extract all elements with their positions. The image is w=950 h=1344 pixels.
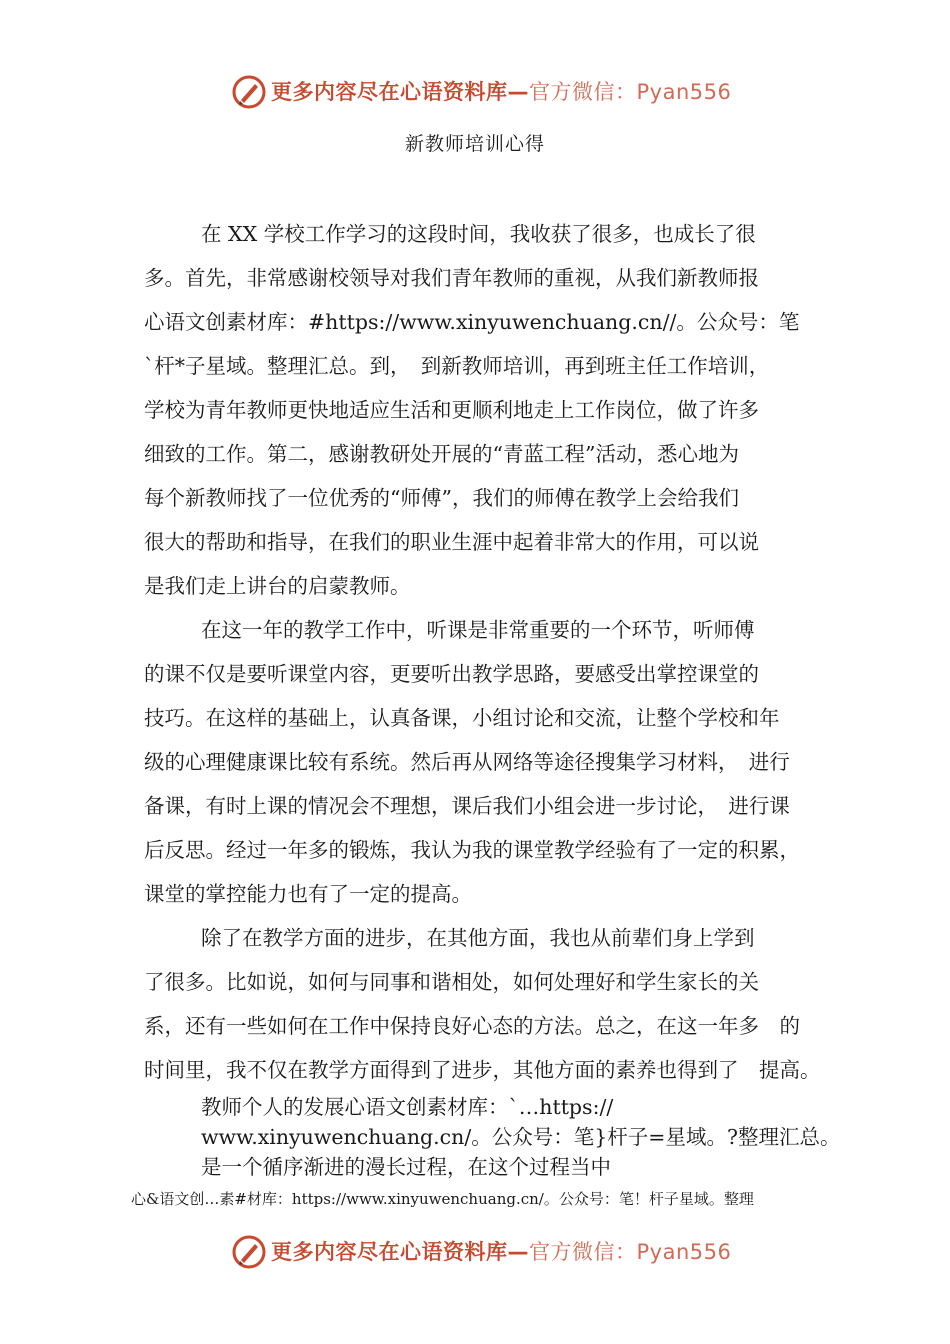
paragraph-line: 级的心理健康课比较有系统。然后再从网络等途径搜集学习材料， 进行 [144, 750, 790, 774]
paragraph-line: www.xinyuwenchuang.cn/。公众号：笔}杆子=星域。?整理汇总。 [201, 1125, 841, 1149]
paragraph-line: 教师个人的发展心语文创素材库：`…https:// [201, 1095, 614, 1119]
document-body [144, 212, 841, 1182]
document-title: 新教师培训心得 [404, 133, 545, 155]
paragraph-line: 了很多。比如说，如何与同事和谐相处，如何处理好和学生家长的关 [144, 970, 759, 994]
paragraph-line: 多。首先，非常感谢校领导对我们青年教师的重视，从我们新教师报 [144, 266, 759, 290]
pen-logo-icon [231, 74, 267, 110]
paragraph-line: 时间里，我不仅在教学方面得到了进步，其他方面的素养也得到了 提高。 [144, 1058, 821, 1082]
pen-logo-icon [231, 1234, 267, 1270]
paragraph-line: 每个新教师找了一位优秀的“师傅”，我们的师傅在教学上会给我们 [144, 486, 739, 510]
bottom-watermark-banner [0, 1232, 950, 1272]
paragraph-line: 很大的帮助和指导，在我们的职业生涯中起着非常大的作用，可以说 [144, 530, 759, 554]
banner-text: 更多内容尽在心语资料库—官方微信：Pyan556 [271, 80, 732, 104]
paragraph-line: 是一个循序渐进的漫长过程，在这个过程当中 [201, 1155, 611, 1179]
paragraph-line: 在这一年的教学工作中，听课是非常重要的一个环节，听师傅 [201, 618, 755, 642]
paragraph-line: 系，还有一些如何在工作中保持良好心态的方法。总之，在这一年多 的 [144, 1014, 800, 1038]
paragraph-line: 技巧。在这样的基础上，认真备课，小组讨论和交流，让整个学校和年 [144, 706, 780, 730]
paragraph-line: 后反思。经过一年多的锻炼，我认为我的课堂教学经验有了一定的积累， [144, 838, 800, 862]
paragraph-line: 细致的工作。第二，感谢教研处开展的“青蓝工程”活动，悉心地为 [144, 442, 739, 466]
paragraph-line: 学校为青年教师更快地适应生活和更顺利地走上工作岗位，做了许多 [144, 398, 759, 422]
source-footer-line: 心&语文创…素#材库：https://www.xinyuwenchuang.cn/。公众号：笔！杆子星域。整理 [131, 1190, 754, 1208]
banner-text: 更多内容尽在心语资料库—官方微信：Pyan556 [271, 1240, 732, 1264]
top-watermark-banner [0, 72, 950, 112]
paragraph-line: 除了在教学方面的进步，在其他方面，我也从前辈们身上学到 [201, 926, 755, 950]
paragraph-line: 的课不仅是要听课堂内容，更要听出教学思路，要感受出掌控课堂的 [144, 662, 759, 686]
paragraph-line: 在 XX 学校工作学习的这段时间，我收获了很多，也成长了很 [201, 222, 756, 246]
paragraph-line: 心语文创素材库：#https://www.xinyuwenchuang.cn//。公众号：笔 [144, 310, 800, 334]
paragraph-line: 备课，有时上课的情况会不理想，课后我们小组会进一步讨论， 进行课 [144, 794, 790, 818]
paragraph-line: 是我们走上讲台的启蒙教师。 [144, 574, 411, 598]
paragraph-line: `杆*子星域。整理汇总。到， 到新教师培训，再到班主任工作培训， [144, 354, 770, 378]
paragraph-line: 课堂的掌控能力也有了一定的提高。 [144, 882, 472, 906]
